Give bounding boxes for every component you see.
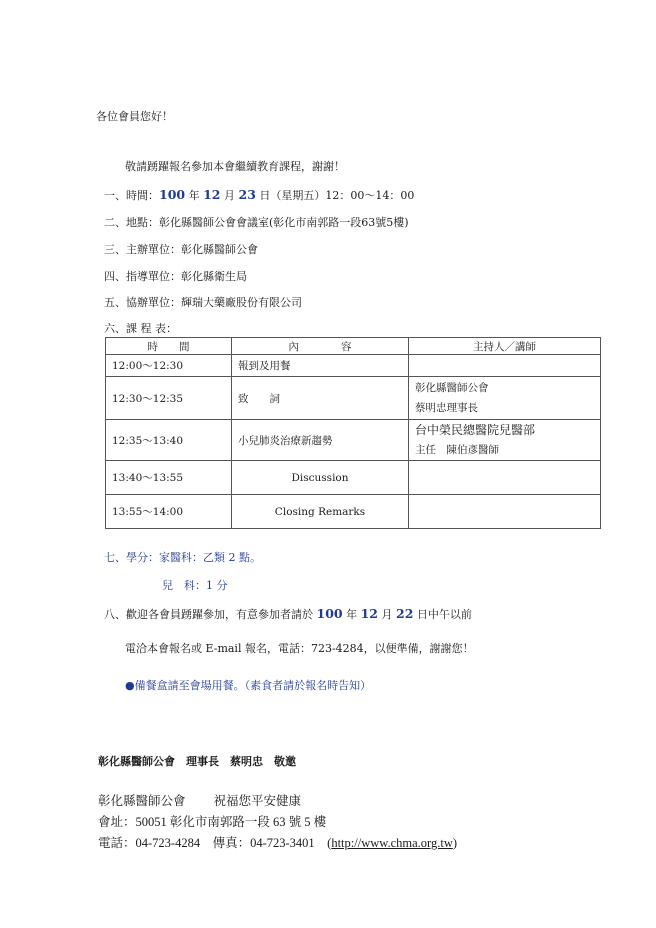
item-supervisor: 四、指導單位：彰化縣衛生局 [104,270,247,283]
footer-motto: 彰化縣醫師公會 祝福您平安健康 [98,794,302,808]
item-co-organizer: 五、協辦單位：輝瑞大藥廠股份有限公司 [104,296,302,309]
item-location: 二、地點：彰化縣醫師公會會議室(彰化市南郭路一段63號5樓) [104,216,409,229]
table-row [106,495,601,529]
table-row [106,420,601,461]
item-time: 一、時間：100 年 12 月 23 日（星期五）12：00～14：00 [104,187,415,202]
row-content: 致 詞 [232,377,409,420]
item-credits-pediatrics: 兒 科：1 分 [162,579,228,592]
row-time: 12:00～12:30 [106,355,232,377]
footer-address: 會址：50051 彰化市南郭路一段 63 號 5 樓 [98,815,327,829]
table-row [106,377,601,420]
row-time: 12:30～12:35 [106,377,232,420]
row-time: 12:35～13:40 [106,420,232,461]
row-speaker [409,495,601,529]
header-speaker: 主持人／講師 [409,338,601,355]
item-organizer: 三、主辦單位：彰化縣醫師公會 [104,243,258,256]
greeting: 各位會員您好！ [96,110,173,123]
row-speaker [409,355,601,377]
signature: 彰化縣醫師公會 理事長 蔡明忠 敬邀 [98,755,296,768]
item-credits: 七、學分：家醫科：乙類 2 點。 [104,551,261,564]
table-row [106,355,601,377]
row-time: 13:40～13:55 [106,461,232,495]
row-content: Closing Remarks [232,495,409,529]
row-content: 小兒肺炎治療新趨勢 [232,420,409,461]
row-speaker [409,461,601,495]
registration-contact: 電洽本會報名或 E-mail 報名，電話：723-4284，以便準備，謝謝您！ [125,642,474,655]
table-row [106,461,601,495]
table-header-row [106,338,601,355]
website-link[interactable]: http://www.chma.org.tw [331,836,453,850]
item-registration: 八、歡迎各會員踴躍參加，有意參加者請於 100 年 12 月 22 日中午以前 [104,606,472,621]
row-speaker: 彰化縣醫師公會 蔡明忠理事長 [409,377,601,420]
item-schedule-label: 六、課 程 表： [104,322,177,335]
schedule-table [105,337,601,529]
header-content: 內 容 [232,338,409,355]
row-content: 報到及用餐 [232,355,409,377]
meal-note: ●備餐盒請至會場用餐。（素食者請於報名時告知） [125,679,372,692]
header-time: 時 間 [106,338,232,355]
invite-text: 敬請踴躍報名參加本會繼續教育課程，謝謝！ [125,160,345,173]
footer-contact: 電話：04-723-4284 傳真：04-723-3401 (http://www.chma.org.tw) [98,836,458,850]
row-content: Discussion [232,461,409,495]
row-speaker: 台中榮民總醫院兒醫部 主任 陳伯彥醫師 [409,420,601,461]
row-time: 13:55～14:00 [106,495,232,529]
